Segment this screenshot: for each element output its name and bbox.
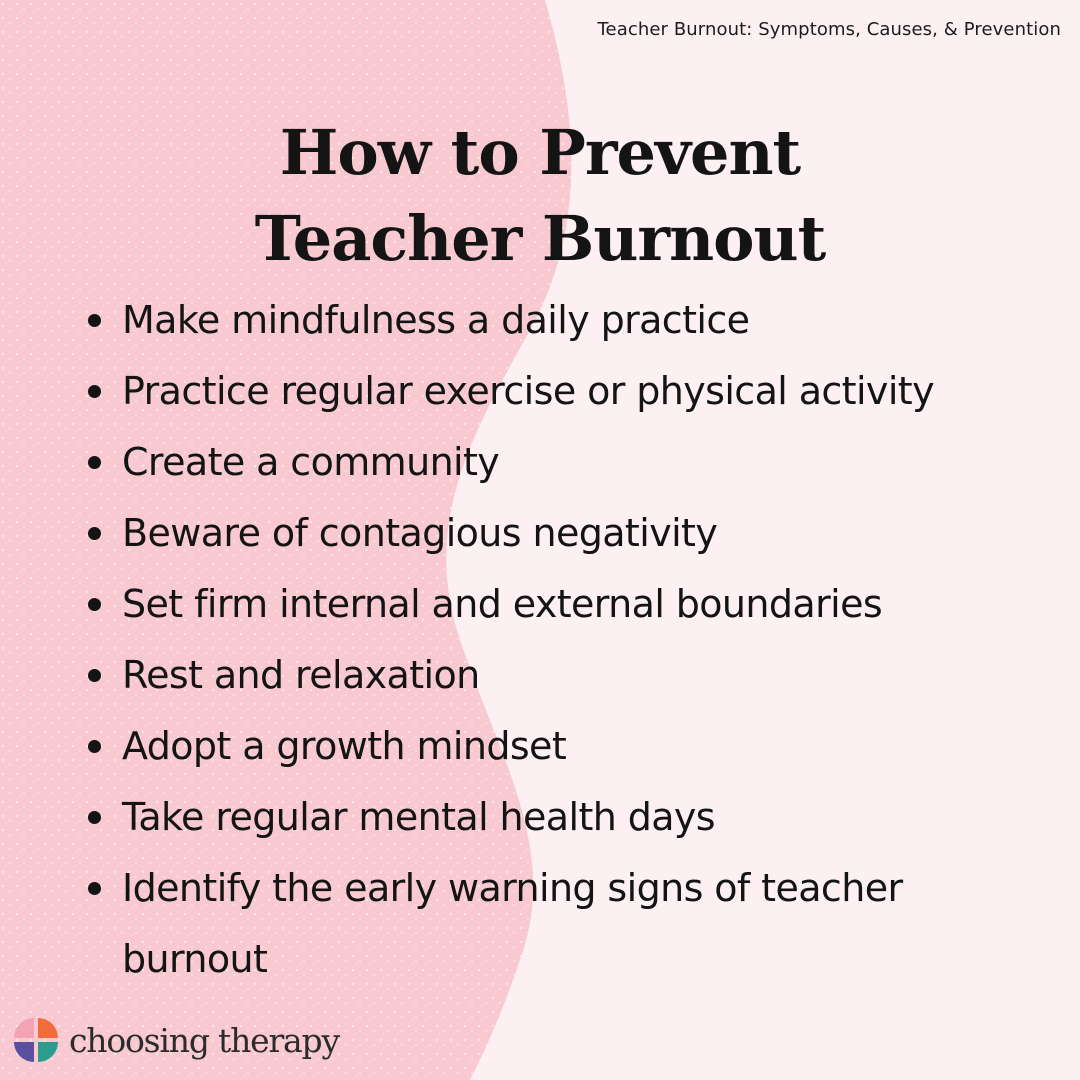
bullet-icon (88, 527, 101, 540)
bullet-icon (88, 314, 101, 327)
list-item-text: Make mindfulness a daily practice (122, 298, 750, 342)
title-line-1: How to Prevent (279, 116, 801, 189)
list-item-text: Take regular mental health days (122, 795, 715, 839)
list-item-text: Identify the early warning signs of teacher burnout (122, 866, 903, 981)
list-item (84, 640, 964, 711)
list-item-text: Rest and relaxation (122, 653, 480, 697)
list-item-text: Beware of contagious negativity (122, 511, 718, 555)
page-title (0, 110, 1080, 282)
bullet-icon (88, 385, 101, 398)
choosing-therapy-logo-icon (12, 1016, 60, 1064)
brand-name: choosing therapy (69, 1020, 339, 1060)
list-item (84, 285, 964, 356)
brand-logo (12, 1014, 339, 1066)
prevention-tips-list (84, 285, 964, 995)
page-caption: Teacher Burnout: Symptoms, Causes, & Prevention (597, 19, 1061, 40)
list-item (84, 498, 964, 569)
bullet-icon (88, 456, 101, 469)
title-line-2: Teacher Burnout (254, 202, 826, 275)
list-item (84, 853, 964, 995)
bullet-icon (88, 598, 101, 611)
bullet-icon (88, 669, 101, 682)
list-item (84, 782, 964, 853)
list-item-text: Adopt a growth mindset (122, 724, 567, 768)
bullet-icon (88, 882, 101, 895)
list-item-text: Practice regular exercise or physical activity (122, 369, 934, 413)
bullet-icon (88, 811, 101, 824)
list-item (84, 569, 964, 640)
list-item-text: Set firm internal and external boundaries (122, 582, 883, 626)
list-item (84, 356, 964, 427)
list-item-text: Create a community (122, 440, 500, 484)
list-item (84, 711, 964, 782)
list-item (84, 427, 964, 498)
bullet-icon (88, 740, 101, 753)
